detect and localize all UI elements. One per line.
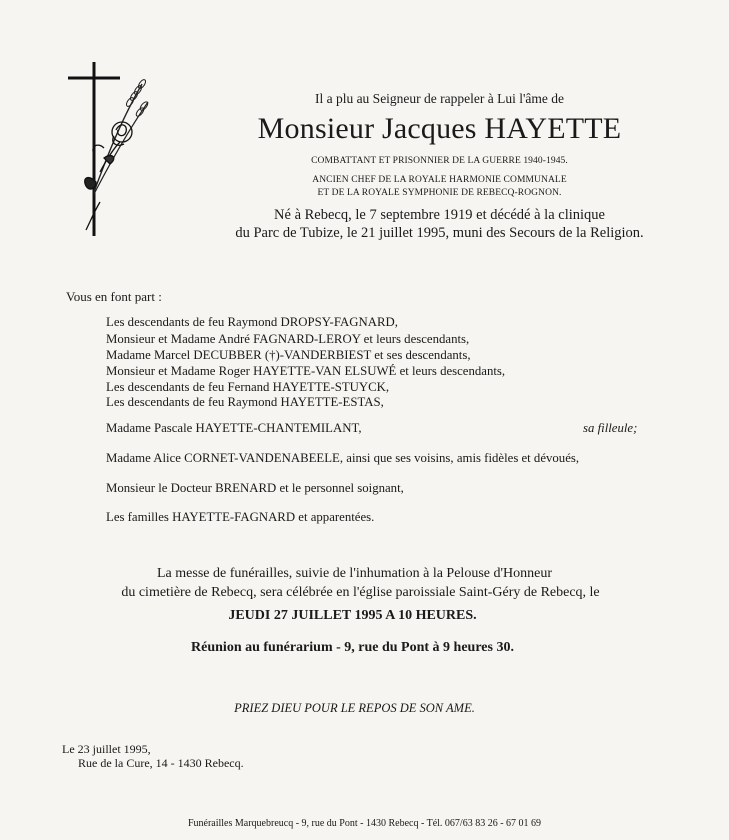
bio-line: Né à Rebecq, le 7 septembre 1919 et décédé à la clinique: [274, 207, 605, 223]
prayer-line: PRIEZ DIEU POUR LE REPOS DE SON AME.: [234, 701, 475, 715]
reunion-line: Réunion au funérarium - 9, rue du Pont à 9 heures 30.: [191, 640, 514, 655]
goddaughter-role: sa filleule;: [583, 421, 638, 435]
footer-funeral-home: Funérailles Marquebreucq - 9, rue du Pont - 1430 Rebecq - Tél. 067/63 83 26 - 67 01 69: [187, 818, 542, 829]
funeral-line: La messe de funérailles, suivie de l'inhumation à la Pelouse d'Honneur: [157, 566, 552, 581]
family-line: Monsieur et Madame André FAGNARD-LEROY et leurs descendants,: [106, 332, 470, 346]
family-line: Les descendants de feu Raymond HAYETTE-ESTAS,: [106, 395, 384, 409]
title-line: COMBATTANT ET PRISONNIER DE LA GUERRE 1940-1945.: [311, 156, 568, 166]
signature-address: Rue de la Cure, 14 - 1430 Rebecq.: [78, 756, 244, 770]
cross-with-wheat-and-rose-icon: [60, 62, 152, 242]
announcement-lead: Vous en font part :: [66, 289, 162, 304]
title-line: ET DE LA ROYALE SYMPHONIE DE REBECQ-ROGNON.: [317, 188, 562, 198]
families-closing-line: Les familles HAYETTE-FAGNARD et apparentées.: [106, 510, 375, 524]
goddaughter-name: Madame Pascale HAYETTE-CHANTEMILANT,: [106, 421, 362, 435]
funeral-date: JEUDI 27 JUILLET 1995 A 10 HEURES.: [228, 608, 477, 623]
bio-line: du Parc de Tubize, le 21 juillet 1995, muni des Secours de la Religion.: [235, 225, 644, 241]
doctor-line: Monsieur le Docteur BRENARD et le personnel soignant,: [106, 481, 404, 495]
title-line: ANCIEN CHEF DE LA ROYALE HARMONIE COMMUNALE: [312, 175, 567, 185]
intro-line: Il a plu au Seigneur de rappeler à Lui l'âme de: [314, 91, 565, 106]
neighbors-line: Madame Alice CORNET-VANDENABEELE, ainsi que ses voisins, amis fidèles et dévoués,: [106, 451, 580, 465]
family-line: Les descendants de feu Raymond DROPSY-FAGNARD,: [106, 315, 398, 329]
signature-date: Le 23 juillet 1995,: [62, 742, 151, 756]
deceased-name: Monsieur Jacques HAYETTE: [257, 112, 622, 145]
family-line: Monsieur et Madame Roger HAYETTE-VAN ELSUWÉ et leurs descendants,: [106, 364, 506, 378]
family-line: Madame Marcel DECUBBER (†)-VANDERBIEST et ses descendants,: [106, 348, 471, 362]
family-line: Les descendants de feu Fernand HAYETTE-STUYCK,: [106, 380, 390, 394]
funeral-line: du cimetière de Rebecq, sera célébrée en l'église paroissiale Saint-Géry de Rebecq, le: [121, 585, 600, 600]
